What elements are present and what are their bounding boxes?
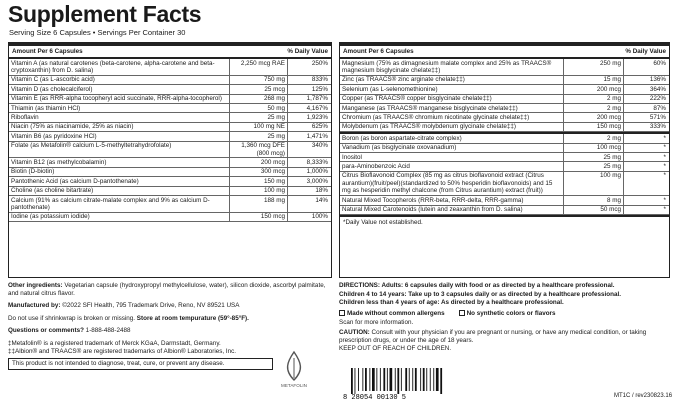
nutrient-daily-value: 625%: [287, 123, 331, 131]
nutrient-amount: 25 mg: [563, 162, 623, 170]
nutrient-amount: 150 mg: [229, 177, 287, 185]
nutrient-name: Inositol: [342, 153, 362, 161]
nutrient-amount: 750 mg: [229, 76, 287, 84]
checkbox-icon: [459, 310, 465, 316]
directions-block: [339, 282, 669, 354]
table-row: [9, 76, 331, 85]
table-row: [9, 59, 331, 76]
facts-table-right: [339, 42, 670, 278]
serving-info: Serving Size 6 Capsules • Servings Per Container 30: [9, 28, 186, 37]
table-row: [340, 59, 669, 76]
barcode-icon: [343, 368, 473, 400]
nutrient-daily-value: 136%: [623, 76, 669, 84]
nutrient-name: para-Aminobenzoic Acid: [342, 162, 410, 170]
nutrient-name: Citrus Bioflavonoid Complex (85 mg as citrus bioflavonoid extract (Citrus aurantium)(fruit/peel)(standardized to 50% hesperidin bioflavonoids) and 15 mg as hesperidin methyl chalcone (from Citrus aurantium) extract (fruit)): [342, 172, 553, 195]
nutrient-daily-value: 833%: [287, 76, 331, 84]
table-row: [340, 95, 669, 104]
nutrient-amount: 100 mg: [563, 172, 623, 195]
nutrient-name: Thiamin (as thiamin HCl): [11, 104, 81, 112]
nutrient-amount: 2 mg: [563, 95, 623, 103]
nutrient-name: Riboflavin: [11, 113, 39, 121]
nutrient-daily-value: 1,471%: [287, 132, 331, 140]
nutrient-daily-value: 340%: [287, 142, 331, 158]
table-row: [340, 76, 669, 85]
manufacturer: Manufactured by: ©2022 SFI Health, 795 Trademark Drive, Reno, NV 89521 USA: [8, 302, 240, 310]
table-row: [9, 95, 331, 104]
table-row: [340, 172, 669, 196]
nutrient-name: Copper (as TRAACS® copper bisglycinate chelate‡‡): [342, 95, 492, 103]
nutrient-amount: 200 mcg: [563, 113, 623, 121]
directions-adults: DIRECTIONS: Adults: 6 capsules daily with food or as directed by a healthcare professional.: [339, 282, 615, 289]
nutrient-amount: 25 mg: [229, 132, 287, 140]
table-header: [9, 43, 331, 57]
nutrient-name: Zinc (as TRAACS® zinc arginate chelate‡‡): [342, 76, 465, 84]
nutrient-name: Vitamin E (as RRR-alpha tocopheryl acid succinate, RRR-alpha-tocopherol): [11, 95, 222, 103]
table-row: [9, 187, 331, 196]
disclaimer: This product is not intended to diagnose, treat, cure, or prevent any disease.: [8, 358, 273, 370]
trademarks: ‡Metafolin® is a registered trademark of Merck KGaA, Darmstadt, Germany. ‡‡Albion® and TRAACS® are registered trademarks of Albion® Laboratories, Inc.: [8, 339, 237, 355]
nutrient-name: Biotin (D-biotin): [11, 168, 55, 176]
metafolin-logo-icon: [278, 350, 310, 388]
keep-out: KEEP OUT OF REACH OF CHILDREN.: [339, 345, 452, 353]
header-amount: Amount Per 6 Capsules: [12, 48, 83, 55]
label-info: [8, 282, 330, 388]
nutrient-amount: 1,360 mcg DFE (800 mcg): [229, 142, 287, 158]
nutrient-name: Vanadium (as bisglycinate oxovanadium): [342, 144, 457, 152]
nutrient-amount: 15 mg: [563, 76, 623, 84]
nutrient-daily-value: *: [623, 206, 669, 214]
table-row: [9, 158, 331, 167]
nutrient-daily-value: 1,923%: [287, 113, 331, 121]
nutrient-name: Folate (as Metafolin® calcium L-5-methyltetrahydrofolate): [11, 142, 172, 150]
table-header: [340, 43, 669, 57]
checkbox-icon: [339, 310, 345, 316]
table-row: [340, 123, 669, 132]
nutrient-daily-value: 14%: [287, 196, 331, 212]
claim-synthetic: No synthetic colors or flavors: [459, 310, 556, 318]
nutrient-daily-value: *: [623, 162, 669, 170]
nutrient-amount: 100 mg: [229, 187, 287, 195]
nutrient-amount: 50 mcg: [563, 206, 623, 214]
claims: [339, 310, 669, 318]
nutrient-name: Niacin (75% as niacinamide, 25% as niacin): [11, 123, 134, 131]
nutrient-daily-value: 8,333%: [287, 158, 331, 166]
nutrient-amount: 2,250 mcg RAE: [229, 59, 287, 75]
nutrient-daily-value: *: [623, 153, 669, 161]
nutrient-name: Selenium (as L-selenomethionine): [342, 85, 438, 93]
nutrient-daily-value: *: [623, 196, 669, 204]
nutrient-daily-value: 333%: [623, 123, 669, 131]
nutrient-daily-value: 1,787%: [287, 95, 331, 103]
header-amount: Amount Per 6 Capsules: [343, 48, 414, 55]
nutrient-amount: 2 mg: [563, 104, 623, 112]
nutrient-name: Natural Mixed Carotenoids (lutein and zeaxanthin from D. salina): [342, 206, 523, 213]
nutrient-daily-value: 125%: [287, 85, 331, 93]
nutrient-daily-value: 1,000%: [287, 168, 331, 176]
nutrient-name: Pantothenic Acid (as calcium D-pantothenate): [11, 177, 139, 185]
questions: Questions or comments? 1-888-488-2488: [8, 327, 131, 335]
nutrient-amount: 8 mg: [563, 196, 623, 204]
nutrient-daily-value: *: [623, 144, 669, 152]
nutrient-amount: 25 mg: [563, 153, 623, 161]
nutrient-name: Vitamin B12 (as methylcobalamin): [11, 158, 107, 166]
nutrient-name: Choline (as choline bitartrate): [11, 187, 94, 195]
nutrient-name: Calcium (91% as calcium citrate-malate complex and 9% as calcium D-pantothenate): [11, 196, 210, 211]
rows-secondary: [340, 132, 669, 215]
rows: [340, 57, 669, 132]
nutrient-daily-value: 87%: [623, 104, 669, 112]
table-row: [9, 123, 331, 132]
table-row: [9, 85, 331, 94]
nutrient-amount: 250 mg: [563, 59, 623, 75]
caution: CAUTION: Consult with your physician if you are pregnant or nursing, or have any medical condition, or taking prescription drugs, or under the age of 18 years.: [339, 328, 647, 344]
table-row: [9, 196, 331, 213]
nutrient-name: Vitamin A (as natural carotenes (beta-carotene, alpha-carotene and beta-cryptoxanthin) from D. salina): [11, 59, 215, 74]
directions-young-children: Children less than 4 years of age: As directed by a healthcare professional.: [339, 299, 564, 307]
nutrient-amount: 100 mg NE: [229, 123, 287, 131]
claim-allergens: Made without common allergens: [339, 310, 445, 318]
table-row: [9, 132, 331, 141]
nutrient-name: Boron (as boron aspartate-citrate complex): [342, 134, 462, 142]
table-row: [340, 85, 669, 94]
nutrient-amount: 150 mcg: [229, 213, 287, 221]
nutrient-name: Natural Mixed Tocopherols (RRR-beta, RRR-delta, RRR-gamma): [342, 196, 524, 204]
nutrient-name: Magnesium (75% as dimagnesium malate complex and 25% as TRAACS® magnesium bisglycinate chelate‡‡): [342, 59, 552, 74]
nutrient-amount: 100 mcg: [563, 144, 623, 152]
table-row: [340, 206, 669, 215]
facts-table-left: [8, 42, 332, 278]
nutrient-name: Chromium (as TRAACS® chromium nicotinate glycinate chelate‡‡): [342, 113, 530, 121]
table-row: [340, 153, 669, 162]
nutrient-amount: 188 mg: [229, 196, 287, 212]
nutrient-amount: 200 mcg: [563, 85, 623, 93]
lot-number: MT1C / rev230823.16: [614, 393, 673, 399]
nutrient-amount: 50 mg: [229, 104, 287, 112]
nutrient-daily-value: 222%: [623, 95, 669, 103]
panel-title: Supplement Facts: [8, 1, 202, 27]
table-row: [340, 144, 669, 153]
rows: [9, 57, 331, 222]
nutrient-daily-value: 60%: [623, 59, 669, 75]
nutrient-amount: 25 mg: [229, 113, 287, 121]
nutrient-daily-value: 100%: [287, 213, 331, 221]
nutrient-amount: 200 mcg: [229, 158, 287, 166]
table-row: [340, 196, 669, 205]
nutrient-name: Vitamin D (as cholecalciferol): [11, 85, 93, 93]
table-row: [9, 142, 331, 159]
table-row: [340, 104, 669, 113]
nutrient-name: Molybdenum (as TRAACS® molybdenum glycinate chelate‡‡): [342, 123, 516, 131]
table-row: [340, 113, 669, 122]
table-row: [9, 104, 331, 113]
nutrient-name: Vitamin C (as L-ascorbic acid): [11, 76, 95, 84]
table-row: [340, 134, 669, 143]
svg-text:8 28054 00130 5: 8 28054 00130 5: [343, 394, 407, 400]
nutrient-daily-value: 364%: [623, 85, 669, 93]
nutrient-amount: 268 mg: [229, 95, 287, 103]
nutrient-daily-value: *: [623, 172, 669, 195]
nutrient-amount: 150 mcg: [563, 123, 623, 131]
nutrient-name: Manganese (as TRAACS® manganese bisglycinate chelate‡‡): [342, 104, 518, 112]
nutrient-daily-value: 250%: [287, 59, 331, 75]
nutrient-amount: 2 mg: [563, 134, 623, 142]
dv-footnote: *Daily Value not established.: [340, 215, 669, 228]
header-dv: % Daily Value: [625, 48, 666, 55]
nutrient-daily-value: 571%: [623, 113, 669, 121]
nutrient-daily-value: 4,167%: [287, 104, 331, 112]
nutrient-daily-value: 18%: [287, 187, 331, 195]
nutrient-daily-value: 3,000%: [287, 177, 331, 185]
table-row: [9, 177, 331, 186]
scan-text: Scan for more information.: [339, 319, 414, 327]
nutrient-amount: 25 mcg: [229, 85, 287, 93]
table-row: [340, 162, 669, 171]
nutrient-daily-value: *: [623, 134, 669, 142]
table-row: [9, 213, 331, 222]
table-row: [9, 113, 331, 122]
svg-text:METAFOLIN: METAFOLIN: [281, 383, 307, 388]
directions-children: Children 4 to 14 years: Take up to 3 capsules daily or as directed by a healthcare professional.: [339, 290, 621, 298]
nutrient-name: Iodine (as potassium iodide): [11, 213, 90, 221]
other-ingredients: Other ingredients: Vegetarian capsule (hydroxypropyl methylcellulose, water), silicon dioxide, ascorbyl palmitate, and natural citrus flavor.: [8, 282, 326, 297]
nutrient-name: Vitamin B6 (as pyridoxine HCl): [11, 132, 97, 140]
header-dv: % Daily Value: [287, 48, 328, 55]
table-row: [9, 168, 331, 177]
storage: Do not use if shrinkwrap is broken or missing. Store at room tempurature (59°-85°F).: [8, 314, 249, 322]
nutrient-amount: 300 mcg: [229, 168, 287, 176]
